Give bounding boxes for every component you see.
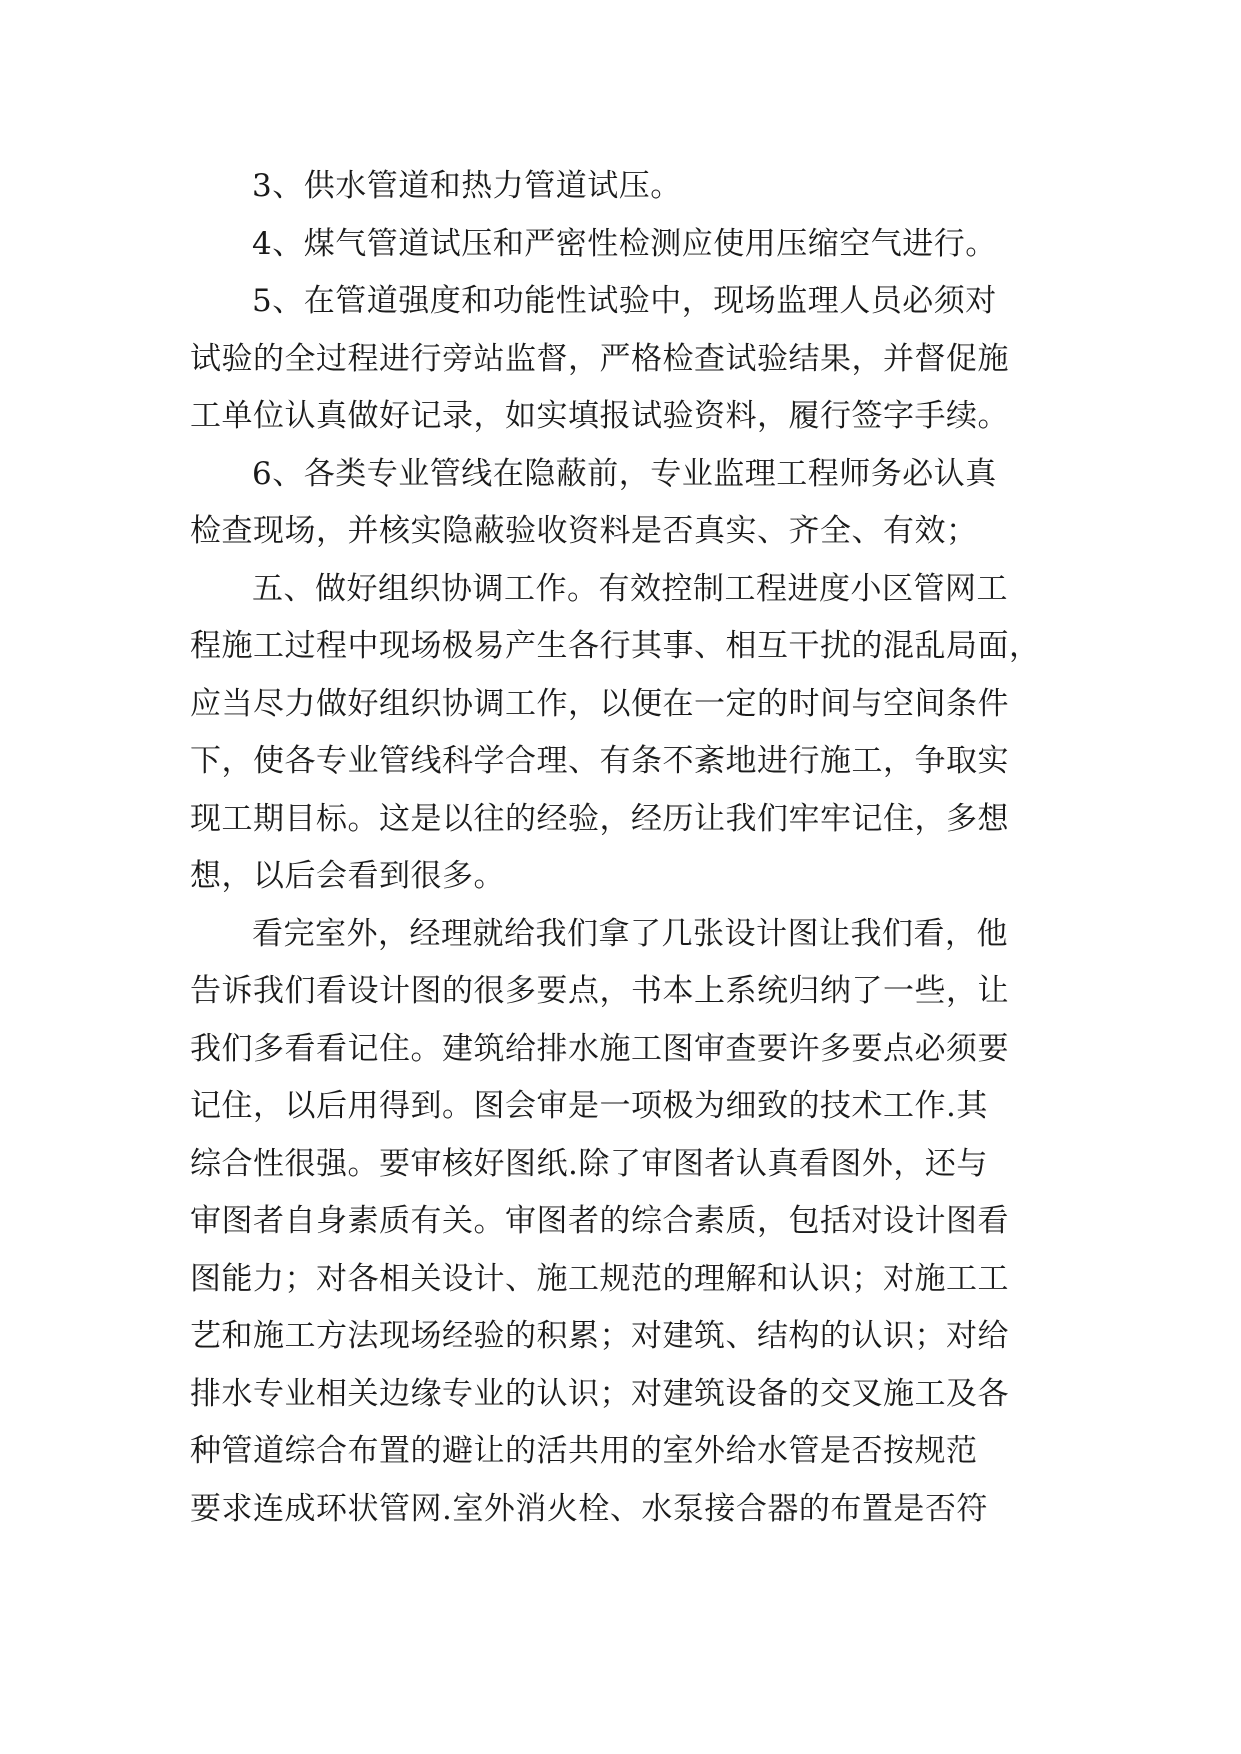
text-line: 5、在管道强度和功能性试验中，现场监理人员必须对 xyxy=(252,283,997,319)
text-line: 要求连成环状管网.室外消火栓、水泵接合器的布置是否符 xyxy=(190,1490,988,1527)
text-line: 3、供水管道和热力管道试压。 xyxy=(252,168,682,204)
text-line: 想，以后会看到很多。 xyxy=(190,858,505,894)
text-line: 工单位认真做好记录，如实填报试验资料，履行签字手续。 xyxy=(190,398,1009,434)
text-line: 种管道综合布置的避让的活共用的室外给水管是否按规范 xyxy=(190,1433,978,1469)
text-line: 6、各类专业管线在隐蔽前，专业监理工程师务必认真 xyxy=(252,455,997,492)
text-line: 现工期目标。这是以往的经验，经历让我们牢牢记住，多想 xyxy=(190,800,1009,837)
text-line: 看完室外，经理就给我们拿了几张设计图让我们看，他 xyxy=(252,915,1008,952)
text-line: 记住，以后用得到。图会审是一项极为细致的技术工作.其 xyxy=(190,1088,988,1124)
document-body xyxy=(190,158,1070,1538)
text-line: 五、做好组织协调工作。有效控制工程进度小区管网工 xyxy=(252,570,1008,607)
text-line: 应当尽力做好组织协调工作，以便在一定的时间与空间条件 xyxy=(190,685,1009,722)
text-line: 下，使各专业管线科学合理、有条不紊地进行施工，争取实 xyxy=(190,743,1009,779)
text-line: 排水专业相关边缘专业的认识；对建筑设备的交叉施工及各 xyxy=(190,1375,1009,1412)
text-line: 艺和施工方法现场经验的积累；对建筑、结构的认识；对给 xyxy=(190,1318,1009,1354)
text-line: 审图者自身素质有关。审图者的综合素质，包括对设计图看 xyxy=(190,1203,1009,1239)
text-line: 程施工过程中现场极易产生各行其事、相互干扰的混乱局面， xyxy=(190,628,1041,664)
text-line: 图能力；对各相关设计、施工规范的理解和认识；对施工工 xyxy=(190,1260,1009,1297)
text-line: 告诉我们看设计图的很多要点，书本上系统归纳了一些，让 xyxy=(190,973,1009,1009)
text-line: 检查现场，并核实隐蔽验收资料是否真实、齐全、有效； xyxy=(190,513,978,549)
text-line: 综合性很强。要审核好图纸.除了审图者认真看图外，还与 xyxy=(190,1145,988,1182)
text-line: 4、煤气管道试压和严密性检测应使用压缩空气进行。 xyxy=(252,225,997,262)
text-line: 试验的全过程进行旁站监督，严格检查试验结果，并督促施 xyxy=(190,340,1009,377)
text-line: 我们多看看记住。建筑给排水施工图审查要许多要点必须要 xyxy=(190,1030,1009,1067)
